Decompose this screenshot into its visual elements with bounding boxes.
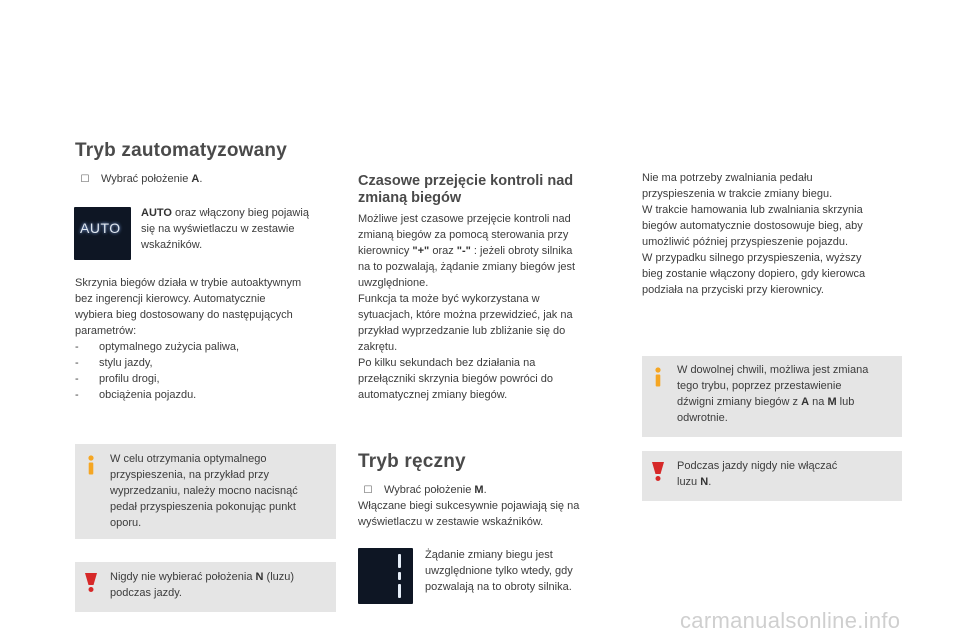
warning-icon <box>649 460 667 482</box>
list-item: - obciążenia pojazdu. <box>75 389 197 401</box>
warning-box-neutral: Nigdy nie wybierać położenia N (luzu) podczas jazdy. <box>75 562 336 612</box>
section-title-manual: Tryb ręczny <box>358 451 466 472</box>
info-icon <box>83 454 99 476</box>
automated-paragraph: Skrzynia biegów działa w trybie autoaktywnym bez ingerencji kierowcy. Automatycznie wybiera bieg dostosowany do następujących parametrów: - optymalnego zużycia paliwa, - stylu jazdy, - profilu drogi, - obciążenia pojazdu. <box>75 277 302 401</box>
warning-box-neutral-driving: Podczas jazdy nigdy nie włączać luzu N. <box>642 451 902 501</box>
bullet-arrow-icon: ☐ <box>80 174 90 185</box>
info-box-mode-change: W dowolnej chwili, możliwa jest zmiana tego trybu, poprzez przestawienie dźwigni zmiany biegów z A na M lub odwrotnie. <box>642 356 902 437</box>
list-item: - stylu jazdy, <box>75 357 153 369</box>
section-title-automated: Tryb zautomatyzowany <box>75 140 287 161</box>
parameter-list <box>75 339 301 403</box>
info-icon <box>650 366 666 388</box>
warning-icon <box>82 571 100 593</box>
bullet-select-m: ☐ Wybrać położenie M. <box>361 482 487 499</box>
auto-display-label: AUTO <box>80 220 121 236</box>
watermark: carmanualsonline.info <box>680 608 901 633</box>
manual-gear-display-image <box>358 548 413 604</box>
pedal-paragraph: Nie ma potrzeby zwalniania pedału przyspieszenia w trakcie zmiany biegu. W trakcie hamowania lub zwalniania skrzynia biegów automatycznie dostosowuje bieg, aby umożliwić później przyspieszenie pojazdu. W przypadku silnego przyspieszenia, wyższy bieg zostanie włączony dopiero, gdy kierowca podziała na przyciski przy kierownicy. <box>642 172 866 296</box>
bullet-arrow-icon: ☐ <box>363 485 373 496</box>
manual-paragraph: Włączane biegi sukcesywnie pojawiają się na wyświetlaczu w zestawie wskaźników. <box>358 500 580 528</box>
auto-description: AUTO oraz włączony bieg pojawią się na wyświetlaczu w zestawie wskaźników. <box>141 207 309 251</box>
manual-image-caption: Żądanie zmiany biegu jest uwzględnione tylko wtedy, gdy pozwalają na to obroty silnika. <box>425 549 573 593</box>
list-item: - profilu drogi, <box>75 373 160 385</box>
bullet-select-a: ☐ Wybrać położenie A. <box>78 171 202 188</box>
temporary-control-paragraph: Możliwe jest czasowe przejęcie kontroli nad zmianą biegów za pomocą sterowania przy kierownicy "+" oraz "-" : jeżeli obroty silnika na to pozwalają, żądanie zmiany biegów jest uwzględnione. Funkcja ta może być wykorzystana w sytuacjach, które można przewidzieć, jak na przykład wyprzedzanie lub zbliżanie się do zakrętu. Po kilku sekundach bez działania na przełączniki skrzynia biegów powróci do automatycznej zmiany biegów. <box>358 213 576 401</box>
section-title-temporary-control: Czasowe przejęcie kontroli nad zmianą biegów <box>358 173 574 206</box>
gear-indicator-icon <box>358 548 413 604</box>
info-box-acceleration: W celu otrzymania optymalnego przyspieszenia, na przykład przy wyprzedzaniu, należy mocno nacisnąć pedał przyspieszenia pokonując punkt oporu. <box>75 444 336 539</box>
list-item: - optymalnego zużycia paliwa, <box>75 341 240 353</box>
auto-display-image <box>74 207 131 260</box>
